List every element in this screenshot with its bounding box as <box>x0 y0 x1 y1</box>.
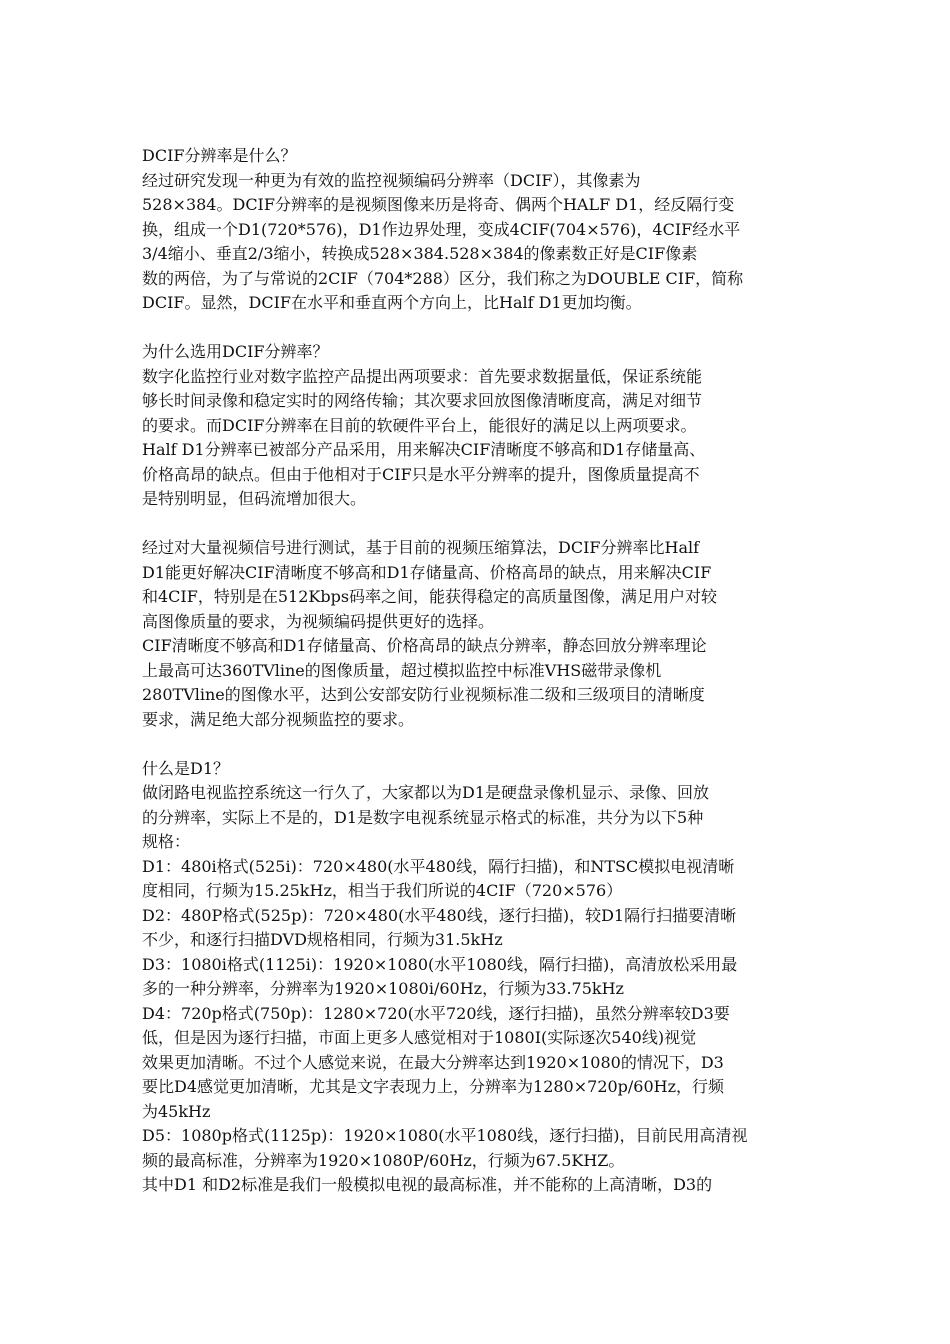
text-line: D1：480i格式(525i)：720×480(水平480线，隔行扫描)，和NTSC模拟电视清晰 <box>142 856 735 876</box>
text-line: 度相同，行频为15.25kHz，相当于我们所说的4CIF（720×576） <box>142 881 623 900</box>
paragraph-gap <box>142 512 807 537</box>
text-line: D3：1080i格式(1125i)：1920×1080(水平1080线，隔行扫描)，高清放松采用最 <box>142 954 738 974</box>
text-line: 数字化监控行业对数字监控产品提出两项要求：首先要求数据量低，保证系统能 <box>142 366 703 386</box>
section-heading: 什么是D1？ <box>142 758 230 778</box>
text-line: 经过研究发现一种更为有效的监控视频编码分辨率（DCIF），其像素为 <box>142 170 641 190</box>
text-line: 是特别明显，但码流增加很大。 <box>142 489 367 508</box>
text-line: DCIF。显然，DCIF在水平和垂直两个方向上，比Half D1更加均衡。 <box>142 293 642 312</box>
text-line: D1能更好解决CIF清晰度不够高和D1存储量高、价格高昂的缺点，用来解决CIF <box>142 562 712 582</box>
text-line: 280TVline的图像水平，达到公安部安防行业视频标准二级和三级项目的清晰度 <box>142 685 705 704</box>
text-line: D4：720p格式(750p)：1280×720(水平720线，逐行扫描)，虽然分辨率较D3要 <box>142 1003 730 1023</box>
text-line: D2：480P格式(525p)：720×480(水平480线，逐行扫描)，较D1隔行扫描要清晰 <box>142 905 737 925</box>
text-line: 的要求。而DCIF分辨率在目前的软硬件平台上，能很好的满足以上两项要求。 <box>142 415 697 435</box>
section-heading: DCIF分辨率是什么？ <box>142 146 297 165</box>
text-line: 频的最高标准，分辨率为1920×1080P/60Hz，行频为67.5KHZ。 <box>142 1150 625 1170</box>
text-line: 为45kHz <box>142 1101 211 1121</box>
text-line: 要比D4感觉更加清晰，尤其是文字表现力上，分辨率为1280×720p/60Hz，行频 <box>142 1077 725 1096</box>
text-line: 多的一种分辨率，分辨率为1920×1080i/60Hz，行频为33.75kHz <box>142 979 624 998</box>
text-line: 换，组成一个D1(720*576)，D1作边界处理，变成4CIF(704×576)，4CIF经水平 <box>142 219 741 239</box>
text-line: 效果更加清晰。不过个人感觉来说，在最大分辨率达到1920×1080的情况下，D3 <box>142 1052 724 1072</box>
text-line: 高图像质量的要求，为视频编码提供更好的选择。 <box>142 611 495 631</box>
text-line: D5：1080p格式(1125p)：1920×1080(水平1080线，逐行扫描)，目前民用高清视 <box>142 1126 748 1145</box>
section-heading: 为什么选用DCIF分辨率？ <box>142 342 329 361</box>
text-line: 528×384。DCIF分辨率的是视频图像来历是将奇、偶两个HALF D1，经反隔行变 <box>142 195 735 214</box>
text-line: 低，但是因为逐行扫描，市面上更多人感觉相对于1080I(实际逐次540线)视觉 <box>142 1028 697 1047</box>
text-line: 经过对大量视频信号进行测试，基于目前的视频压缩算法，DCIF分辨率比Half <box>142 538 700 557</box>
text-line: 上最高可达360TVline的图像质量，超过模拟监控中标准VHS磁带录像机 <box>142 660 662 680</box>
text-line: 其中D1 和D2标准是我们一般模拟电视的最高标准，并不能称的上高清晰，D3的 <box>142 1175 713 1194</box>
text-line: 3/4缩小、垂直2/3缩小，转换成528×384.528×384的像素数正好是CIF像素 <box>142 244 698 263</box>
text-line: CIF清晰度不够高和D1存储量高、价格高昂的缺点分辨率，静态回放分辨率理论 <box>142 636 707 655</box>
paragraph-gap <box>142 316 807 341</box>
text-line: Half D1分辨率已被部分产品采用，用来解决CIF清晰度不够高和D1存储量高、 <box>142 440 706 459</box>
text-line: 和4CIF，特别是在512Kbps码率之间，能获得稳定的高质量图像，满足用户对较 <box>142 587 718 606</box>
text-line: 数的两倍，为了与常说的2CIF（704*288）区分，我们称之为DOUBLE CIF，简称 <box>142 268 744 288</box>
text-line: 规格： <box>142 832 191 851</box>
text-line: 够长时间录像和稳定实时的网络传输；其次要求回放图像清晰度高，满足对细节 <box>142 391 703 410</box>
paragraph-gap <box>142 732 807 757</box>
text-line: 的分辨率，实际上不是的，D1是数字电视系统显示格式的标准，共分为以下5种 <box>142 807 704 827</box>
text-line: 价格高昂的缺点。但由于他相对于CIF只是水平分辨率的提升，图像质量提高不 <box>142 464 700 484</box>
text-line: 不少，和逐行扫描DVD规格相同，行频为31.5kHz <box>142 930 503 949</box>
text-line: 做闭路电视监控系统这一行久了，大家都以为D1是硬盘录像机显示、录像、回放 <box>142 783 710 802</box>
text-line: 要求，满足绝大部分视频监控的要求。 <box>142 709 415 729</box>
document-body <box>142 144 807 1198</box>
